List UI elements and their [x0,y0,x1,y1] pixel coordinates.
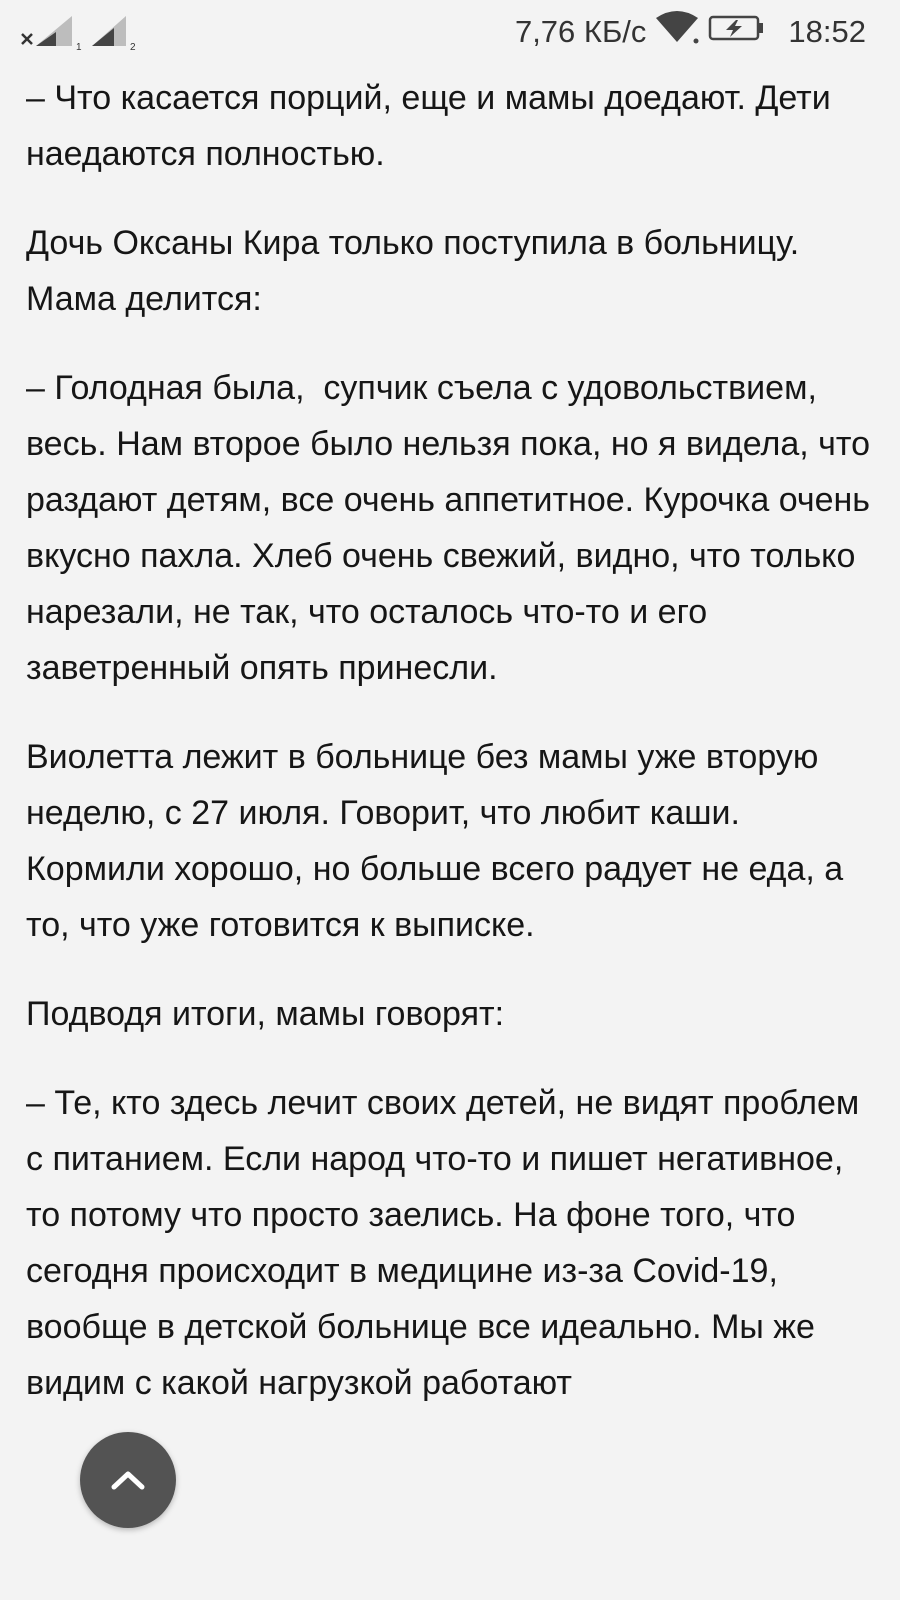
article-paragraph: Подводя итоги, мамы говорят: [26,995,505,1033]
status-bar [0,0,900,66]
signal-sim2-icon [92,16,126,46]
no-signal-icon [22,34,32,44]
network-speed: 7,76 КБ/с [514,14,647,49]
chevron-up-icon [108,1467,148,1493]
article-paragraph: – Те, кто здесь лечит своих детей, не видят проблем с питанием. Если народ что-то и пишет негативное, то потому что просто заелись. На фоне того, что сегодня происходит в медицине из-за Covid-19, вообще в детской больнице все идеально. Мы же видим с какой нагрузкой работают [26,1084,869,1402]
article-paragraph: – Голодная была, супчик съела с удовольствием, весь. Нам второе было нельзя пока, но я видела, что раздают детям, все очень аппетитное. Курочка очень вкусно пахла. Хлеб очень свежий, видно, что только нарезали, не так, что осталось что-то и его заветренный опять принесли. [26,369,880,687]
article-paragraph: Дочь Оксаны Кира только поступила в больницу. Мама делится: [26,224,809,318]
article-paragraph: Виолетта лежит в больнице без мамы уже вторую неделю, с 27 июля. Говорит, что любит каши. Кормили хорошо, но больше всего радует не еда, а то, что уже готовится к выписке. [26,738,853,944]
sim2-label: 2 [130,42,136,53]
status-bar-right [515,10,866,54]
article-body [26,70,880,1444]
signal-sim1-icon [36,16,72,46]
status-bar-left [20,14,150,54]
article-paragraph: – Что касается порций, еще и мамы доедают. Дети наедаются полностью. [26,79,841,173]
signal-indicators [20,14,150,54]
battery-charging-icon [708,13,766,51]
clock: 18:52 [788,14,866,49]
scroll-to-top-button[interactable] [80,1432,176,1528]
wifi-icon [654,10,700,54]
sim1-label: 1 [76,42,82,53]
